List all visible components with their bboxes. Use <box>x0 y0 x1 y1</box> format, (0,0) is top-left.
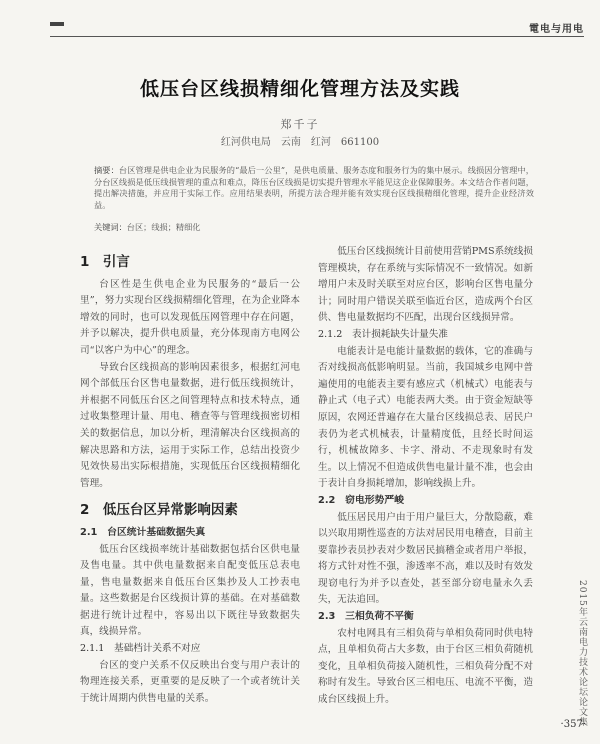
section-2-1-1-title: 2.1.1 基础档计关系不对应 <box>80 643 201 655</box>
left-column <box>80 244 300 707</box>
section-2-3-title: 2.3 三相负荷不平衡 <box>318 611 414 623</box>
abstract <box>94 165 534 211</box>
abstract-text: 台区管理是供电企业为民服务的“最后一公里”，是供电质量、服务态度和服务行为的集中展示。线损因分管理中，分台区线损是低压线损管理的重点和难点，降压台区线损是切实提升管理水平能见这企业保障服务。本文结合作者问题，提出解决措施，并应用于实际工作。应用结果表明，所提方法合理并能有效实现台区线损精细化管理，提升企业经济效益。 <box>94 165 534 210</box>
article-author: 郑千子 <box>280 118 320 131</box>
sidebar-journal-label: 2015年云南电力技术论坛论文集 <box>577 580 587 727</box>
page-number: ·357· <box>560 719 586 730</box>
section-2-1-2-title: 2.1.2 表计损耗缺失计量失准 <box>318 328 448 340</box>
section-2-title: 2 低压台区异常影响因素 <box>80 502 238 519</box>
article-affiliation: 红河供电局 云南 红河 661100 <box>220 137 380 148</box>
right-paragraph-1: 低压台区线损统计目前使用营销PMS系统线损管理模块，存在系统与实际情况不一致情况。如新增用户未及时关联至对应台区，影响台区售电量分计；同时用户错误关联至临近台区，造成两个台区供、售电量数据均不匹配，出现台区线损异常。 <box>318 246 533 324</box>
abstract-label: 摘要： <box>94 165 119 175</box>
section-1-paragraph-2: 导致台区线损高的影响因素很多，根据红河电网个部低压台区售电量数据，进行低压线损统计，并根据不同低压台区之间管理特点和技术特点，通过收集整理计量、用电、稽查等与管理线损密切相关的数据信息，加以分析，理清解决台区线损高的解决思路和方法，运用于实际工作，总结出投资少见效快易出实际根措施，实现低压台区线损精细化管理。 <box>80 361 300 489</box>
section-2-3-paragraph: 农村电网具有三相负荷与单相负荷同时供电特点，且单相负荷占大多数，由于台区三相负荷随机变化，且单相负荷接入随机性，三相负荷分配不对称时有发生。导致台区三相电压、电流不平衡，造成台区线损上升。 <box>318 627 533 706</box>
keywords-label: 关键词： <box>94 222 127 232</box>
section-2-1-title: 2.1 台区统计基础数据失真 <box>80 526 206 538</box>
keywords <box>94 222 534 233</box>
header-mark <box>50 22 64 26</box>
section-2-2-title: 2.2 窃电形势严峻 <box>318 494 404 506</box>
right-column <box>318 244 533 709</box>
section-2-1-1-paragraph: 台区的变户关系不仅反映出台变与用户表计的物理连接关系，更重要的是反映了一个或者统计关于统计周期内供售电量的关系。 <box>80 659 300 704</box>
section-1-paragraph-1: 台区性是生供电企业为民服务的“最后一公里”，努力实现台区线损精细化管理，在为企业降本增效的同时，也可以发现低压网管理中存在问题，并予以解决，提升供电质量，充分体现南方电网公司“以客户为中心”的理念。 <box>80 278 300 356</box>
journal-header: 電电与用电 <box>529 24 584 35</box>
keywords-text: 台区；线损；精细化 <box>126 222 201 232</box>
section-2-1-paragraph: 低压台区线损率统计基础数据包括台区供电量及售电量。其中供电量数据来自配变低压总表电量，售电量数据来自低压台区集抄及人工抄表电量。这些数据是台区线损计算的基础。在对基础数据进行统计过程中，容易出以下既往导致数据失真，线损异常。 <box>80 543 300 638</box>
section-2-1-2-paragraph: 电能表计是电能计量数据的载体，它的准确与否对线损高低影响明显。当前，我国城乡电网中普遍使用的电能表主要有感应式（机械式）电能表与静止式（电子式）电能表两大类。由于资金短缺等原因，农网还普遍存在大量台区线损总表、居民户表仍为老式机械表，计量精度低，且经长时间运行，机械故障多、卡字、滑动、不走现象时有发生。以上情况不但造成供售电量计量不准，也会由于表计自身损耗增加，影响线损上升。 <box>318 345 533 490</box>
header-rule <box>50 36 584 37</box>
article-title: 低压台区线损精细化管理方法及实践 <box>139 78 460 100</box>
section-1-title: 1 引言 <box>80 254 130 270</box>
section-2-2-paragraph: 低压居民用户由于用户量巨大，分散隐蔽，难以兴取用期性巡查的方法对居民用电稽查，目前主要靠抄表员抄表对少数居民搞稽金或者用户举报，将方式针对性不强，渗透率不高，难以及时有效发现窃电行为并予以查处，甚至部分窃电量永久丢失，无法追回。 <box>318 511 533 606</box>
